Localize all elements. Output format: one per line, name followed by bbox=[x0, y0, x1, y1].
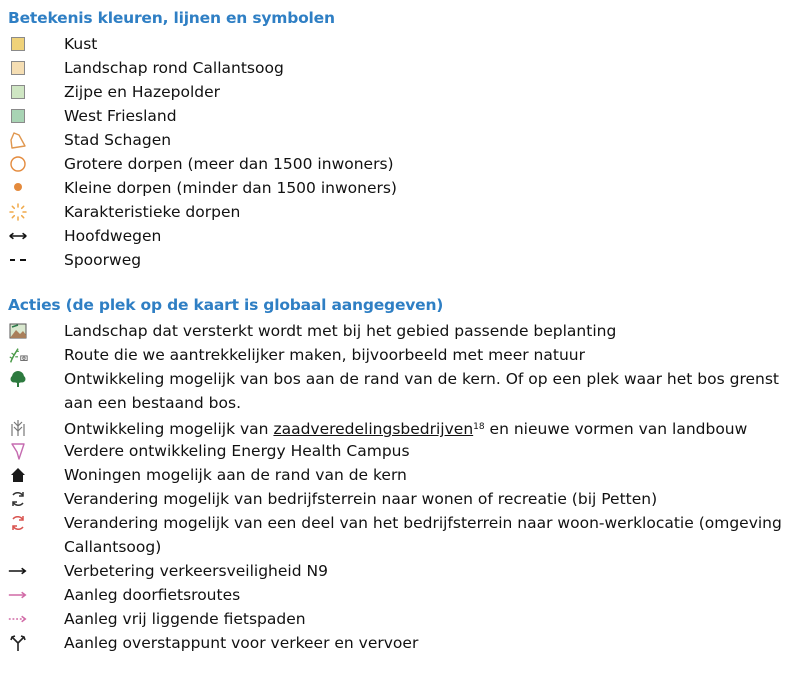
legend-label: Hoofdwegen bbox=[64, 227, 162, 245]
action-item-bedrijfsterrein-callantsoog bbox=[0, 511, 801, 559]
double-arrow-icon bbox=[7, 224, 29, 248]
action-item-n9 bbox=[0, 559, 801, 583]
action-item-route bbox=[0, 343, 801, 367]
legend-label: Kust bbox=[64, 35, 98, 53]
legend-item-kleine-dorpen bbox=[0, 176, 801, 200]
legend-label: Kleine dorpen (minder dan 1500 inwoners) bbox=[64, 179, 397, 197]
legend-label: Stad Schagen bbox=[64, 131, 172, 149]
dashed-line-icon bbox=[7, 248, 29, 272]
action-item-doorfietsroutes bbox=[0, 583, 801, 607]
swatch-icon bbox=[7, 80, 29, 104]
action-item-landschap bbox=[0, 319, 801, 343]
action-label: Ontwikkeling mogelijk van zaadveredelingsbedrijven$^{18}$ en nieuwe vormen van landbouw bbox=[64, 420, 748, 438]
arrow-black-icon bbox=[7, 559, 29, 583]
action-label: Landschap dat versterkt wordt met bij het gebied passende beplanting bbox=[64, 322, 617, 340]
action-item-zaadveredeling bbox=[0, 415, 801, 439]
action-label: Aanleg overstappunt voor verkeer en vervoer bbox=[64, 634, 419, 652]
circle-outline-icon bbox=[7, 152, 29, 176]
action-item-woningen bbox=[0, 463, 801, 487]
swatch-icon bbox=[7, 56, 29, 80]
legend-item-karakteristieke-dorpen bbox=[0, 200, 801, 224]
legend-item-kust bbox=[0, 32, 801, 56]
campus-icon bbox=[7, 439, 29, 463]
landscape-icon bbox=[7, 319, 29, 343]
action-label: Verandering mogelijk van bedrijfsterrein naar wonen of recreatie (bij Petten) bbox=[64, 490, 658, 508]
legend-item-landschap-callantsoog bbox=[0, 56, 801, 80]
filled-dot-icon bbox=[7, 176, 29, 200]
city-outline-icon bbox=[7, 128, 29, 152]
legend-label: Landschap rond Callantsoog bbox=[64, 59, 284, 77]
action-label: Verandering mogelijk van een deel van het bedrijfsterrein naar woon-werklocatie (omgeving Callantsoog) bbox=[64, 514, 782, 556]
action-label: Route die we aantrekkelijker maken, bijvoorbeeld met meer natuur bbox=[64, 346, 585, 364]
cycle-arrows-red-icon bbox=[7, 511, 29, 535]
action-item-campus bbox=[0, 439, 801, 463]
arrow-dotted-pink-icon bbox=[7, 607, 29, 631]
action-item-fietspaden bbox=[0, 607, 801, 631]
action-item-overstappunt bbox=[0, 631, 801, 655]
cycle-arrows-icon bbox=[7, 487, 29, 511]
action-label: Aanleg doorfietsroutes bbox=[64, 586, 241, 604]
legend-item-spoorweg bbox=[0, 248, 801, 272]
action-label: Ontwikkeling mogelijk van bos aan de rand van de kern. Of op een plek waar het bos grenst aan een bestaand bos. bbox=[64, 370, 780, 412]
legend-item-hoofdwegen bbox=[0, 224, 801, 248]
legend-label: West Friesland bbox=[64, 107, 177, 125]
actions-heading: Acties (de plek op de kaart is globaal aangegeven) bbox=[8, 296, 444, 314]
action-item-bos bbox=[0, 367, 801, 415]
sunburst-icon bbox=[7, 200, 29, 224]
action-label: Woningen mogelijk aan de rand van de kern bbox=[64, 466, 407, 484]
arrow-pink-icon bbox=[7, 583, 29, 607]
legend-item-zijpe bbox=[0, 80, 801, 104]
swatch-icon bbox=[7, 32, 29, 56]
legend-label: Spoorweg bbox=[64, 251, 142, 269]
house-icon bbox=[7, 463, 29, 487]
legend-label: Grotere dorpen (meer dan 1500 inwoners) bbox=[64, 155, 394, 173]
action-label: Verbetering verkeersveiligheid N9 bbox=[64, 562, 328, 580]
legend-label: Karakteristieke dorpen bbox=[64, 203, 241, 221]
route-nature-icon bbox=[7, 343, 29, 367]
legend-item-stad-schagen bbox=[0, 128, 801, 152]
zaadveredeling-link[interactable]: zaadveredelingsbedrijven bbox=[273, 420, 474, 438]
action-item-bedrijfsterrein-petten bbox=[0, 487, 801, 511]
legend-item-grotere-dorpen bbox=[0, 152, 801, 176]
junction-icon bbox=[7, 631, 29, 655]
legend-label: Zijpe en Hazepolder bbox=[64, 83, 221, 101]
swatch-icon bbox=[7, 104, 29, 128]
seed-icon bbox=[7, 415, 29, 439]
tree-icon bbox=[7, 367, 29, 391]
action-label: Verdere ontwikkeling Energy Health Campus bbox=[64, 442, 410, 460]
legend-item-west-friesland bbox=[0, 104, 801, 128]
action-label: Aanleg vrij liggende fietspaden bbox=[64, 610, 306, 628]
legend-heading: Betekenis kleuren, lijnen en symbolen bbox=[8, 9, 335, 27]
footnote-ref: 18 bbox=[473, 422, 485, 432]
